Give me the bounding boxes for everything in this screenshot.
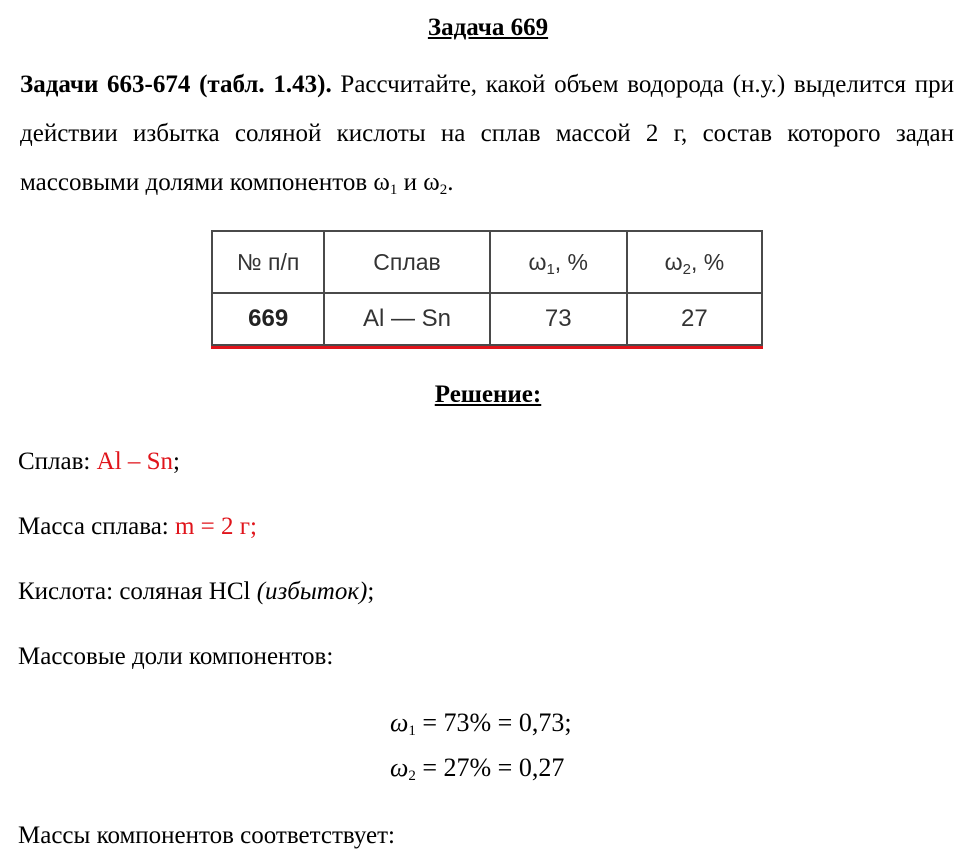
formula-w2 [390,753,564,783]
solution-title: Решение: [434,381,542,408]
mass-value: m = 2 г; [174,513,257,540]
alloy-line [18,448,180,476]
fractions-line: Массовые доли компонентов: [18,643,334,670]
problem-text: . [447,169,454,196]
table-header-w1: $\omega_1$, % [490,231,627,293]
problem-statement [20,60,954,207]
alloy-label: Сплав: [18,448,97,475]
table-header-number: № п/п [212,231,324,293]
table-cell-number: 669 [212,293,324,345]
mass-label: Масса сплава: [18,513,175,540]
table-header-row [212,231,762,293]
omega-symbol: ω [390,708,409,737]
acid-italic: (избыток) [256,578,368,605]
red-underline [211,346,763,349]
problem-text: Рассчитайте, какой объем водорода (н.у.) выделится при действии избытка соляной кислоты на сплав массой 2 г, состав которого задан массовыми долями компонентов ω [20,71,954,196]
formula-w1 [390,708,572,738]
alloy-value: Al – Sn [96,448,174,475]
table-header-alloy: Сплав [324,231,489,293]
alloy-end: ; [173,448,180,475]
table-header-w2: $\omega_2$, % [627,231,762,293]
table-cell-alloy: Al — Sn [324,293,489,345]
subscript: 1 [408,723,416,739]
problem-reference: Задачи 663-674 (табл. 1.43). [20,71,332,98]
subscript: 2 [439,182,448,198]
acid-end: ; [367,578,375,605]
mass-line [18,513,257,541]
acid-label: Кислота: соляная HCl [18,578,257,605]
omega-symbol: ω [390,753,409,782]
masses-line: Массы компонентов соответствует: [18,822,395,849]
page-title: Задача 669 [427,14,549,41]
acid-line [18,578,374,606]
problem-text: и ω [397,169,440,196]
subscript: 2 [408,768,416,784]
subscript: 1 [389,182,398,198]
data-table [211,230,763,349]
table-cell-w2: 27 [627,293,762,345]
formula-rest: = 27% = 0,27 [415,753,565,782]
table-row [212,293,762,345]
table-cell-w1: 73 [490,293,627,345]
formula-rest: = 73% = 0,73; [415,708,572,737]
